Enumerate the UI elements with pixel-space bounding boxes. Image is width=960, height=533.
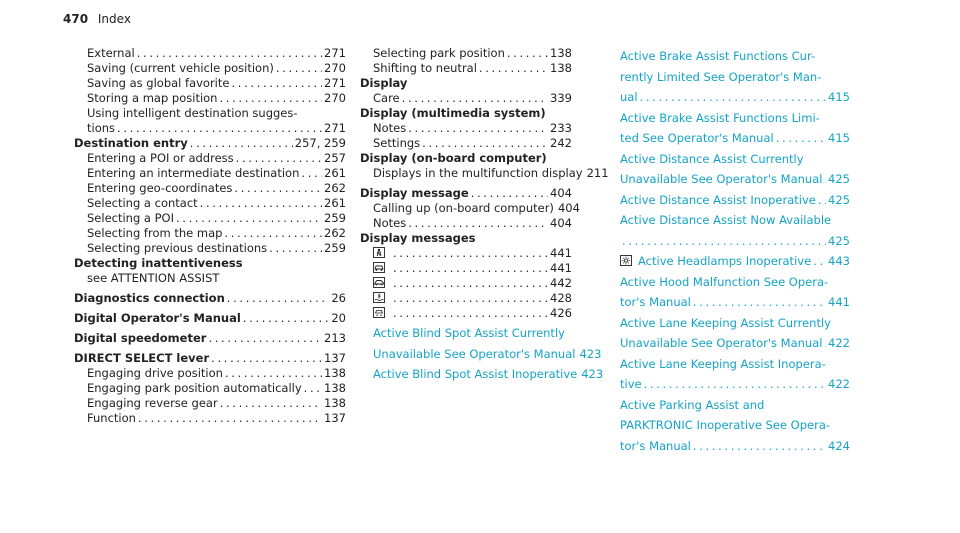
entry-label [87, 241, 267, 256]
entry-label [373, 91, 400, 106]
index-link-line[interactable]: rently Limited See Operator's Man- [620, 69, 822, 84]
index-entry [74, 121, 346, 136]
entry-label [373, 276, 391, 291]
leader-dots [211, 351, 322, 366]
entry-page: 423 [579, 346, 602, 361]
entry-page: 415 [828, 90, 850, 104]
leader-dots [208, 331, 322, 346]
entry-page: 425 [828, 192, 850, 207]
index-link-line[interactable]: Active Brake Assist Functions Limi- [620, 110, 820, 125]
entry-text: Displays in the multifunction display [373, 166, 583, 180]
entry-page: 137 [324, 411, 346, 425]
index-column-2 [360, 46, 609, 385]
entry-text: Digital Operator's Manual [74, 311, 241, 325]
entry-page: 424 [828, 438, 850, 453]
entry-text: Unavailable See Operator's Manual [620, 172, 823, 186]
entry-label [87, 181, 232, 196]
entry-label [74, 291, 225, 306]
section-title: Index [97, 12, 131, 26]
entry-label [87, 46, 135, 61]
entry-label [87, 61, 274, 76]
entry-page: 270 [324, 61, 346, 75]
leader-dots [236, 151, 322, 166]
entry-text: tor's Manual [620, 295, 691, 309]
entry-label [620, 128, 774, 149]
leader-dots [776, 128, 826, 149]
entry-label [87, 381, 302, 396]
entry-text: tive [620, 377, 642, 391]
index-entry [74, 151, 346, 166]
index-link-line[interactable]: Active Blind Spot Assist Currently [373, 326, 565, 340]
entry-label [74, 136, 188, 151]
entry-label [74, 311, 241, 326]
leader-dots [408, 216, 548, 231]
entry-page: 422 [828, 377, 850, 391]
index-heading: Display (on-board computer) [360, 151, 547, 165]
entry-label [373, 306, 391, 321]
leader-dots [818, 190, 826, 211]
leader-dots [231, 76, 322, 91]
leader-dots [393, 306, 548, 321]
entry-label [373, 364, 577, 385]
index-link-line[interactable]: Active Lane Keeping Assist Currently [620, 315, 831, 330]
entry-page: 441 [828, 295, 850, 309]
index-column-3 [620, 46, 850, 456]
entry-page: 242 [550, 136, 572, 150]
entry-text: ual [620, 90, 638, 104]
entry-label [74, 351, 209, 366]
entry-page: 261 [324, 196, 346, 210]
index-link-entry[interactable] [620, 374, 850, 395]
entry-label [620, 292, 691, 313]
entry-page: 259 [324, 241, 346, 255]
entry-text: Destination entry [74, 136, 188, 150]
index-link-line[interactable]: Active Brake Assist Functions Cur- [620, 49, 816, 63]
index-entry [360, 201, 580, 216]
entry-label [620, 190, 816, 211]
entry-label [87, 226, 222, 241]
index-entry [74, 331, 346, 346]
index-entry [360, 91, 572, 106]
entry-page: 425 [828, 172, 850, 186]
entry-page: 262 [324, 181, 346, 195]
index-column-1 [74, 46, 346, 426]
entry-label [620, 436, 691, 457]
index-link-entry[interactable] [360, 364, 604, 385]
entry-label [87, 366, 223, 381]
index-heading: Display [360, 76, 408, 90]
entry-page: 137 [324, 351, 346, 365]
leader-dots [479, 61, 548, 76]
index-link-line[interactable]: PARKTRONIC Inoperative See Opera- [620, 418, 831, 432]
index-link-line[interactable]: Active Distance Assist Now Available [620, 213, 832, 227]
index-entry [360, 246, 572, 261]
index-entry [74, 381, 346, 396]
entry-page: 138 [324, 381, 346, 395]
entry-page: 271 [324, 46, 346, 60]
entry-page: 404 [550, 216, 572, 230]
leader-dots [693, 292, 826, 313]
entry-label [373, 121, 406, 136]
leader-dots [220, 396, 322, 411]
entry-page: 415 [828, 131, 850, 145]
leader-dots [644, 374, 826, 395]
entry-text: Selecting from the map [87, 226, 223, 240]
entry-label [87, 411, 136, 426]
entry-text: DIRECT SELECT lever [74, 351, 210, 365]
leader-dots [225, 366, 322, 381]
entry-page: 441 [550, 246, 572, 260]
index-link-line[interactable]: Active Distance Assist Currently [620, 151, 804, 166]
entry-text: Engaging reverse gear [87, 396, 218, 410]
entry-label [87, 211, 174, 226]
index-entry [74, 311, 346, 326]
index-entry [74, 226, 346, 241]
entry-text: Function [87, 411, 136, 425]
entry-text: ted See Operator's Manual [620, 131, 774, 145]
entry-text: Engaging park position automatically [87, 381, 302, 395]
index-entry [360, 306, 572, 321]
entry-text: Selecting previous destinations [87, 241, 268, 255]
leader-dots [393, 276, 548, 291]
index-line: see ATTENTION ASSIST [87, 271, 220, 285]
entry-page: 423 [581, 367, 604, 381]
entry-label [620, 251, 811, 272]
entry-label [87, 121, 115, 136]
index-entry [360, 276, 572, 291]
index-entry [74, 166, 346, 181]
index-line: Using intelligent destination sugges- [87, 106, 298, 120]
leader-dots [393, 246, 548, 261]
leader-dots [176, 211, 322, 226]
entry-page: 270 [324, 91, 346, 105]
entry-label [87, 151, 234, 166]
entry-page: 404 [557, 201, 580, 215]
index-link-line[interactable]: Active Lane Keeping Assist Inopera- [620, 356, 826, 371]
entry-text: tor's Manual [620, 438, 691, 453]
index-link-entry[interactable] [620, 87, 850, 108]
entry-text: Shifting to neutral [373, 61, 477, 75]
leader-dots [138, 411, 322, 426]
entry-page: 233 [550, 121, 572, 135]
leader-dots [507, 46, 548, 61]
entry-page: 271 [324, 76, 346, 90]
index-entry [74, 181, 346, 196]
entry-page: 261 [324, 166, 346, 180]
entry-page: 20 [331, 311, 346, 325]
entry-label [87, 76, 229, 91]
leader-dots [693, 436, 826, 457]
entry-page: 262 [324, 226, 346, 240]
entry-page: 422 [828, 336, 850, 350]
entry-text: Storing a map position [87, 91, 218, 105]
index-heading: Display messages [360, 231, 476, 245]
entry-page: 213 [324, 331, 346, 345]
entry-text: External [87, 46, 135, 60]
entry-label [620, 333, 822, 354]
entry-text: Care [373, 91, 400, 105]
entry-page: 257, 259 [294, 136, 346, 150]
leader-dots [224, 226, 322, 241]
leader-dots [471, 186, 548, 201]
entry-text: Unavailable See Operator's Manual [620, 336, 823, 350]
entry-label [373, 261, 391, 276]
entry-label [620, 87, 638, 108]
index-entry [360, 121, 572, 136]
entry-page: 257 [324, 151, 346, 165]
index-entry [74, 211, 346, 226]
leader-dots [393, 261, 548, 276]
entry-page: 138 [324, 366, 346, 380]
index-entry [360, 186, 572, 201]
index-link-entry[interactable] [620, 436, 850, 457]
entry-label [373, 246, 391, 261]
entry-text: Active Headlamps Inoperative [638, 254, 812, 268]
entry-text: Saving as global favorite [87, 76, 230, 90]
index-entry [360, 216, 572, 231]
leader-dots [422, 136, 548, 151]
entry-text: Calling up (on-board computer) [373, 201, 554, 215]
entry-page: 259 [324, 211, 346, 225]
leader-dots [824, 333, 826, 354]
entry-page: 26 [331, 291, 346, 305]
entry-text: Saving (current vehicle position) [87, 61, 274, 75]
entry-page: 426 [550, 306, 572, 320]
esp-off-icon [373, 307, 385, 318]
leader-dots [276, 61, 322, 76]
leader-dots [243, 311, 330, 326]
index-entry [360, 291, 572, 306]
entry-label [373, 291, 391, 306]
seatbelt-icon [373, 247, 385, 258]
index-entry [74, 411, 346, 426]
index-link-entry[interactable] [620, 251, 850, 272]
entry-label [360, 186, 469, 201]
leader-dots [813, 251, 826, 272]
entry-text: Entering an intermediate destination [87, 166, 300, 180]
entry-text: Engaging drive position [87, 366, 223, 380]
index-entry [74, 76, 346, 91]
index-entry [74, 196, 346, 211]
index-entry [74, 136, 346, 151]
leader-dots [137, 46, 322, 61]
leader-dots [824, 169, 826, 190]
index-link-entry[interactable] [620, 190, 850, 211]
index-heading: Detecting inattentiveness [74, 256, 243, 270]
entry-text: Active Blind Spot Assist Inoperative [373, 367, 578, 381]
entry-label [87, 91, 217, 106]
entry-text: Selecting park position [373, 46, 505, 60]
entry-page: 425 [828, 233, 850, 248]
leader-dots [640, 87, 827, 108]
entry-label [373, 201, 554, 216]
entry-page: 443 [828, 254, 850, 268]
leader-dots [190, 136, 293, 151]
entry-page: 138 [324, 396, 346, 410]
entry-text: Active Distance Assist Inoperative [620, 192, 816, 207]
index-entry [74, 241, 346, 256]
entry-text: Settings [373, 136, 421, 150]
entry-page: 404 [550, 186, 572, 200]
entry-label [87, 396, 218, 411]
index-entry [74, 46, 346, 61]
entry-text: tions [87, 121, 116, 135]
index-entry [360, 61, 572, 76]
index-entry [74, 351, 346, 366]
entry-label [620, 374, 642, 395]
entry-text: Entering a POI or address [87, 151, 234, 165]
index-entry [74, 91, 346, 106]
leader-dots [408, 121, 548, 136]
entry-page: 428 [550, 291, 572, 305]
index-link-line[interactable]: Active Hood Malfunction See Opera- [620, 274, 829, 289]
entry-text: Unavailable See Operator's Manual [373, 346, 576, 361]
index-entry [360, 46, 572, 61]
entry-page: 271 [324, 121, 346, 135]
entry-text: Digital speedometer [74, 331, 207, 345]
leader-dots [269, 241, 322, 256]
entry-page: 138 [550, 61, 572, 75]
index-link-entry[interactable] [620, 169, 850, 190]
entry-label [373, 136, 420, 151]
entry-text: Entering geo-coordinates [87, 181, 233, 195]
index-entry [74, 396, 346, 411]
entry-page: 211 [586, 166, 609, 180]
leader-dots [227, 291, 330, 306]
index-link-entry[interactable] [620, 231, 850, 252]
entry-label [87, 166, 299, 181]
leader-dots [117, 121, 322, 136]
index-entry [74, 366, 346, 381]
index-entry [360, 166, 609, 181]
entry-text: Selecting a contact [87, 196, 198, 210]
entry-page: 441 [550, 261, 572, 275]
entry-text: Notes [373, 121, 407, 135]
entry-label [373, 344, 575, 365]
entry-label [373, 46, 505, 61]
car-front-icon [373, 262, 385, 273]
index-entry [74, 291, 346, 306]
leader-dots [402, 91, 548, 106]
leader-dots [304, 381, 322, 396]
index-entry [360, 261, 572, 276]
index-link-entry[interactable] [620, 128, 850, 149]
leader-dots [234, 181, 322, 196]
entry-text: Notes [373, 216, 407, 230]
index-entry [74, 61, 346, 76]
car-side-icon [373, 277, 385, 288]
index-entry [360, 136, 572, 151]
leader-dots [219, 91, 322, 106]
entry-label [620, 169, 822, 190]
entry-page: 442 [550, 276, 572, 290]
coolant-icon [373, 292, 385, 303]
entry-label [87, 196, 198, 211]
entry-text: Diagnostics connection [74, 291, 225, 305]
index-link-entry[interactable] [620, 292, 850, 313]
entry-label [373, 61, 477, 76]
leader-dots [301, 166, 322, 181]
entry-label [74, 331, 206, 346]
entry-page: 138 [550, 46, 572, 60]
entry-label [373, 216, 406, 231]
entry-text: Selecting a POI [87, 211, 174, 225]
entry-label [373, 166, 583, 181]
page-number: 470 [63, 12, 89, 26]
entry-text: Display message [360, 186, 469, 200]
leader-dots [622, 231, 826, 252]
entry-page: 339 [550, 91, 572, 105]
index-link-entry[interactable] [620, 333, 850, 354]
headlamp-icon [620, 255, 632, 266]
leader-dots [393, 291, 548, 306]
leader-dots [200, 196, 322, 211]
page-header [63, 12, 131, 26]
index-link-entry[interactable] [360, 344, 602, 365]
index-heading: Display (multimedia system) [360, 106, 546, 120]
index-link-line[interactable]: Active Parking Assist and [620, 397, 765, 412]
